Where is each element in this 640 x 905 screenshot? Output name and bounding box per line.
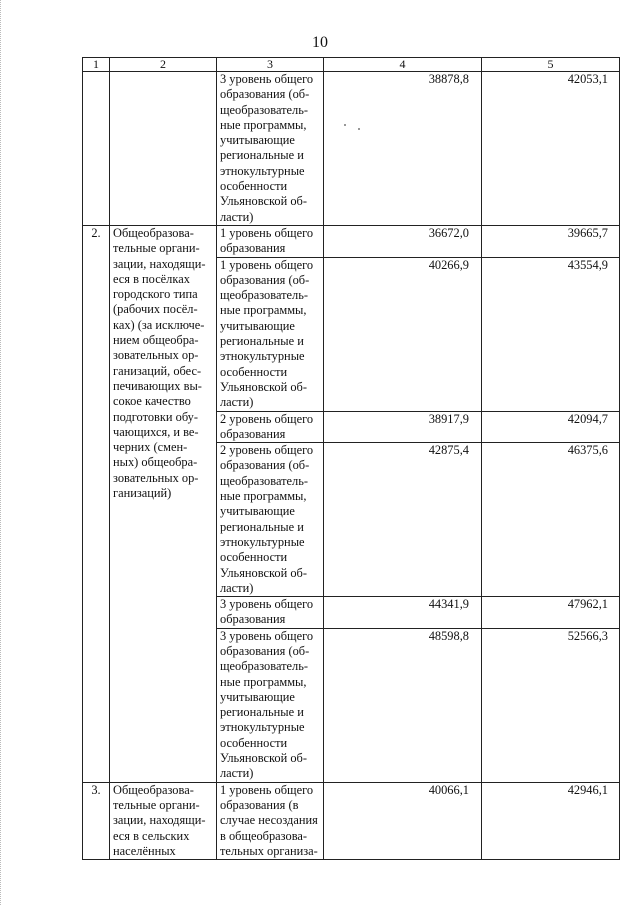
- text-line: тельные органи-: [113, 797, 200, 812]
- text-line: ласти): [220, 209, 254, 224]
- text-line: этнокультурные: [220, 720, 305, 735]
- text-line: этнокультурные: [220, 534, 305, 549]
- row-number-cell: 3.: [83, 782, 110, 859]
- text-line: Ульяновской об-: [220, 194, 307, 209]
- text-line: Ульяновской об-: [220, 379, 307, 394]
- text-line: этнокультурные: [220, 349, 305, 364]
- text-line: особенности: [220, 364, 288, 379]
- level-cell: [217, 225, 324, 257]
- text-line: черних (смен-: [113, 440, 188, 455]
- text-line: в общеобразова-: [220, 828, 308, 843]
- text-line: особенности: [220, 550, 288, 565]
- text-line: ные программы,: [220, 674, 307, 689]
- text-line: зовательных ор-: [113, 348, 199, 363]
- text-line: 1 уровень общего: [220, 782, 314, 797]
- text-line: региональные и: [220, 148, 304, 163]
- text-line: ных) общеобра-: [113, 455, 198, 470]
- text-line: городского типа: [113, 287, 198, 302]
- value-col4: 44341,9: [324, 597, 482, 629]
- text-line: образования: [220, 612, 286, 627]
- text-line: щеобразователь-: [220, 102, 308, 117]
- text-line: 2 уровень общего: [220, 411, 314, 426]
- text-line: щеобразователь-: [220, 473, 308, 488]
- value-col5: 47962,1: [482, 597, 620, 629]
- text-line: случае несоздания: [220, 813, 318, 828]
- scan-speck: [358, 128, 360, 130]
- text-line: щеобразователь-: [220, 659, 308, 674]
- value-col5: 46375,6: [482, 443, 620, 597]
- value-col4: 40066,1: [324, 782, 482, 859]
- text-line: учитывающие: [220, 504, 295, 519]
- table-row: [83, 72, 620, 226]
- level-cell: [217, 628, 324, 782]
- text-line: тельные органи-: [113, 241, 200, 256]
- text-line: зации, находящи-: [113, 813, 206, 828]
- text-line: населённых: [113, 843, 176, 858]
- table-row: [83, 225, 620, 257]
- text-line: зовательных ор-: [113, 470, 199, 485]
- level-cell: [217, 257, 324, 411]
- value-col5: 42946,1: [482, 782, 620, 859]
- organization-cell: [110, 225, 217, 782]
- text-line: 3 уровень общего: [220, 597, 314, 612]
- text-line: Общеобразова-: [113, 782, 194, 797]
- organization-cell: [110, 72, 217, 226]
- value-col5: 42094,7: [482, 411, 620, 443]
- text-line: ные программы,: [220, 303, 307, 318]
- text-line: особенности: [220, 735, 288, 750]
- text-line: сокое качество: [113, 394, 191, 409]
- scan-speck: [344, 124, 346, 126]
- text-line: 3 уровень общего: [220, 628, 314, 643]
- text-line: ганизаций): [113, 486, 172, 501]
- text-line: региональные и: [220, 705, 304, 720]
- text-line: учитывающие: [220, 133, 295, 148]
- value-col4: 42875,4: [324, 443, 482, 597]
- text-line: образования (об-: [220, 272, 310, 287]
- text-line: печивающих вы-: [113, 378, 202, 393]
- tariff-table: [82, 57, 620, 860]
- text-line: учитывающие: [220, 689, 295, 704]
- value-col5: 39665,7: [482, 225, 620, 257]
- page-number: 10: [312, 34, 328, 51]
- table-header-row: [83, 58, 620, 72]
- scan-edge: [0, 0, 5, 905]
- level-cell: [217, 443, 324, 597]
- level-cell: [217, 72, 324, 226]
- header-cell: 4: [324, 58, 482, 72]
- text-line: учитывающие: [220, 318, 295, 333]
- text-line: зации, находящи-: [113, 256, 206, 271]
- value-col5: 43554,9: [482, 257, 620, 411]
- text-line: еся в посёлках: [113, 271, 190, 286]
- row-number-cell: 2.: [83, 225, 110, 782]
- text-line: подготовки обу-: [113, 409, 198, 424]
- level-cell: [217, 782, 324, 859]
- level-cell: [217, 597, 324, 629]
- text-line: ласти): [220, 580, 254, 595]
- header-cell: 5: [482, 58, 620, 72]
- text-line: (рабочих посёл-: [113, 302, 198, 317]
- value-col4: 40266,9: [324, 257, 482, 411]
- text-line: ках) (за исключе-: [113, 317, 205, 332]
- text-line: Ульяновской об-: [220, 751, 307, 766]
- text-line: региональные и: [220, 334, 304, 349]
- row-number-cell: [83, 72, 110, 226]
- text-line: щеобразователь-: [220, 288, 308, 303]
- value-col4: 38878,8: [324, 72, 482, 226]
- text-line: чающихся, и ве-: [113, 424, 199, 439]
- value-col4: 48598,8: [324, 628, 482, 782]
- text-line: 3 уровень общего: [220, 72, 314, 86]
- text-line: 1 уровень общего: [220, 257, 314, 272]
- text-line: образования: [220, 426, 286, 441]
- value-col4: 38917,9: [324, 411, 482, 443]
- text-line: 2 уровень общего: [220, 443, 314, 458]
- organization-cell: [110, 782, 217, 859]
- text-line: тельных организа-: [220, 843, 318, 858]
- text-line: образования: [220, 241, 286, 256]
- text-line: 1 уровень общего: [220, 225, 314, 240]
- value-col4: 36672,0: [324, 225, 482, 257]
- text-line: ласти): [220, 766, 254, 781]
- text-line: ганизаций, обес-: [113, 363, 202, 378]
- header-cell: 1: [83, 58, 110, 72]
- text-line: образования (в: [220, 797, 299, 812]
- value-col5: 42053,1: [482, 72, 620, 226]
- text-line: ные программы,: [220, 117, 307, 132]
- header-cell: 3: [217, 58, 324, 72]
- text-line: образования (об-: [220, 87, 310, 102]
- text-line: особенности: [220, 179, 288, 194]
- text-line: образования (об-: [220, 643, 310, 658]
- level-cell: [217, 411, 324, 443]
- text-line: региональные и: [220, 519, 304, 534]
- text-line: ласти): [220, 395, 254, 410]
- text-line: Общеобразова-: [113, 225, 194, 240]
- text-line: нием общеобра-: [113, 333, 199, 348]
- text-line: еся в сельских: [113, 828, 190, 843]
- table-row: [83, 782, 620, 859]
- header-cell: 2: [110, 58, 217, 72]
- text-line: образования (об-: [220, 458, 310, 473]
- text-line: ные программы,: [220, 489, 307, 504]
- text-line: Ульяновской об-: [220, 565, 307, 580]
- value-col5: 52566,3: [482, 628, 620, 782]
- text-line: этнокультурные: [220, 163, 305, 178]
